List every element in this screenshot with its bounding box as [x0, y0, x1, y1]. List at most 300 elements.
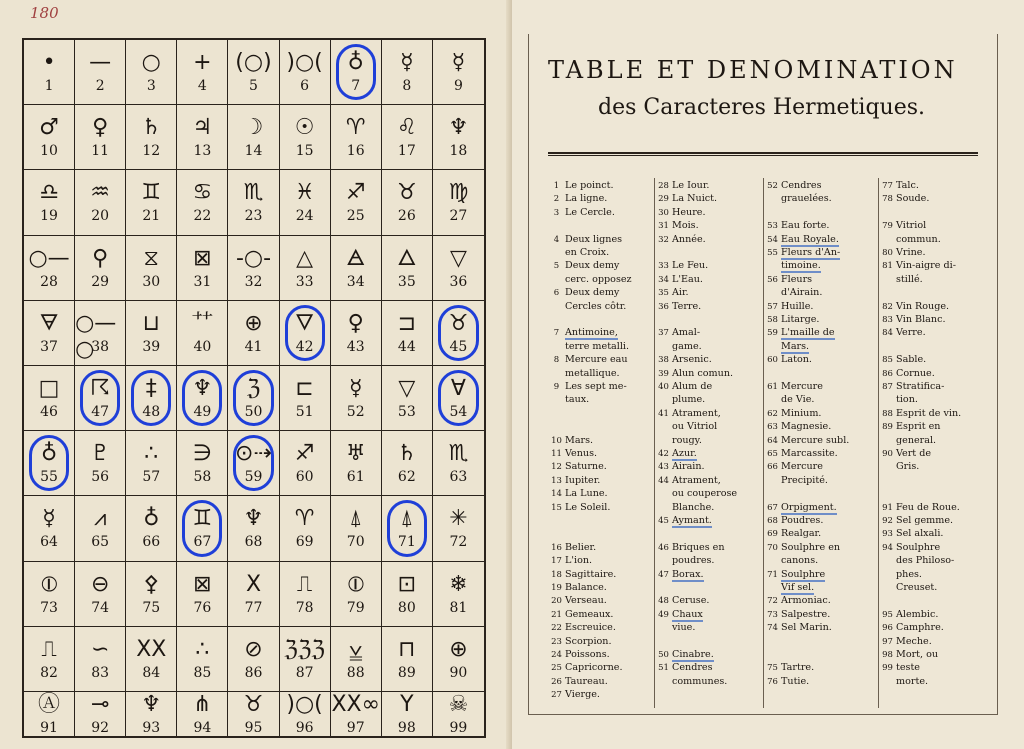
denomination-name: Iupiter. — [565, 474, 601, 486]
denomination-number: 46 — [658, 542, 669, 553]
symbol-cell — [280, 627, 331, 692]
symbol-glyph: ♁ — [143, 506, 160, 532]
denomination-number: 67 — [767, 502, 778, 513]
denomination-entry — [655, 287, 689, 299]
symbol-glyph: )○( — [286, 691, 323, 717]
symbol-glyph: ⊖ — [90, 571, 110, 597]
symbol-number: 37 — [40, 338, 58, 355]
denomination-name: terre metalli. — [565, 340, 630, 352]
denomination-entry — [548, 435, 593, 447]
symbol-number: 15 — [295, 143, 314, 160]
symbol-glyph: ∴ — [195, 636, 210, 662]
denomination-name: Soude. — [896, 193, 930, 205]
denomination-number: 2 — [553, 194, 560, 205]
symbol-number: 79 — [346, 599, 365, 616]
symbol-number: 11 — [91, 143, 110, 160]
denomination-entry — [764, 569, 825, 581]
symbol-glyph: ♈ — [294, 506, 315, 532]
denomination-number: 99 — [882, 663, 893, 674]
denomination-name: Sel Marin. — [781, 622, 832, 634]
denomination-number: 75 — [767, 663, 778, 674]
symbol-glyph: □ — [38, 376, 60, 402]
denomination-name: Cendres — [781, 180, 822, 191]
symbol-glyph: ♂ — [39, 115, 59, 141]
symbol-glyph: ⊙⇢ — [235, 441, 272, 467]
symbol-cell — [280, 170, 331, 235]
denomination-name: canons. — [781, 555, 819, 567]
denomination-number: 80 — [882, 248, 893, 258]
denomination-name: La Lune. — [565, 488, 608, 500]
denomination-name: teste — [896, 662, 920, 674]
symbol-number: 49 — [193, 404, 212, 421]
denomination-entry — [879, 515, 953, 527]
symbol-glyph: ☿ — [451, 50, 466, 76]
denomination-number: 56 — [767, 274, 778, 285]
denomination-name: Capricorne. — [565, 662, 623, 674]
denomination-name: tion. — [896, 394, 918, 406]
symbol-number: 93 — [142, 719, 161, 736]
denomination-name: Mercure — [781, 381, 823, 392]
denomination-entry — [879, 301, 949, 313]
symbol-glyph: ♊ — [192, 506, 213, 532]
denomination-number: 14 — [551, 489, 562, 500]
symbol-number: 51 — [295, 404, 314, 421]
symbol-cell — [280, 236, 331, 301]
symbol-glyph: ⊠ — [193, 245, 212, 271]
denomination-number: 94 — [882, 542, 893, 553]
symbol-glyph: ♉ — [396, 180, 417, 206]
symbol-number: 64 — [40, 534, 58, 551]
symbol-cell — [433, 431, 484, 496]
symbol-number: 99 — [449, 719, 468, 736]
denomination-name: Taureau. — [565, 675, 608, 687]
denomination-name: Borax. — [672, 568, 704, 580]
denomination-number: 35 — [658, 288, 669, 299]
symbol-cell — [331, 692, 382, 736]
symbol-glyph: (○) — [235, 50, 272, 76]
denomination-entry — [655, 649, 714, 661]
denomination-entry — [764, 220, 829, 232]
denomination-name: Année. — [672, 233, 706, 245]
denomination-number: 58 — [767, 315, 778, 325]
title-rule-thin — [548, 155, 978, 156]
symbol-cell — [433, 692, 484, 736]
symbol-cell — [331, 627, 382, 692]
denomination-number: 98 — [882, 650, 893, 660]
denomination-entry — [548, 368, 620, 380]
symbol-number: 70 — [346, 534, 365, 551]
denomination-entry — [879, 435, 936, 447]
symbol-number: 17 — [397, 143, 416, 160]
symbol-number: 5 — [249, 78, 258, 95]
denomination-name: Arsenic. — [672, 354, 712, 366]
symbol-number: 81 — [449, 599, 468, 616]
denomination-name: Alembic. — [896, 608, 939, 620]
denomination-name: Marcassite. — [781, 448, 838, 459]
denomination-entry — [879, 180, 919, 192]
symbol-number: 62 — [397, 469, 416, 486]
denomination-number: 52 — [767, 181, 778, 191]
denomination-entry — [879, 609, 938, 621]
symbol-cell — [382, 692, 433, 736]
denomination-entry — [548, 327, 618, 339]
denomination-name: morte. — [896, 675, 929, 687]
denomination-entry — [655, 234, 706, 246]
denomination-entry — [655, 274, 703, 286]
denomination-name: metallique. — [565, 367, 620, 379]
denomination-name: taux. — [565, 394, 590, 406]
table-title: TABLE ET DENOMINATION — [548, 56, 958, 84]
symbol-number: 43 — [346, 338, 365, 355]
denomination-number: 1 — [553, 181, 560, 191]
denomination-name: viue. — [672, 622, 696, 634]
symbol-cell — [24, 692, 75, 736]
denomination-entry — [879, 394, 918, 406]
denomination-number: 97 — [882, 636, 893, 647]
symbol-number: 59 — [244, 469, 263, 486]
denomination-name: Stratifica- — [896, 381, 945, 392]
symbol-glyph: ⍋ — [400, 506, 414, 532]
denomination-number: 28 — [658, 181, 669, 191]
denomination-entry — [655, 193, 717, 205]
symbol-cell — [382, 431, 433, 496]
symbol-number: 28 — [40, 273, 58, 290]
symbol-glyph: ♌ — [396, 115, 417, 141]
denomination-number: 66 — [767, 462, 778, 473]
denomination-entry — [764, 502, 837, 514]
denomination-name: Vin-aigre di- — [896, 260, 956, 272]
denomination-name: Airain. — [672, 461, 705, 473]
symbol-glyph: ♄ — [141, 115, 162, 141]
denomination-name: La ligne. — [565, 193, 608, 205]
denomination-number: 79 — [882, 221, 893, 232]
denomination-name: Deux demy — [565, 287, 620, 299]
symbol-glyph: ♋ — [192, 180, 213, 206]
denomination-entry — [548, 260, 619, 272]
symbol-cell — [75, 692, 126, 736]
denomination-entry — [548, 287, 619, 299]
symbol-number: 52 — [346, 404, 365, 421]
symbol-glyph: ♅ — [345, 441, 366, 467]
symbol-number: 35 — [397, 273, 416, 290]
symbol-cell — [75, 170, 126, 235]
denomination-entry — [764, 408, 821, 420]
denomination-number: 86 — [882, 368, 893, 379]
symbol-number: 67 — [193, 534, 212, 551]
symbol-number: 85 — [193, 664, 212, 681]
denomination-entry — [548, 582, 607, 594]
symbol-glyph: ⎍ — [296, 571, 313, 597]
symbol-cell — [280, 301, 331, 366]
symbol-cell — [433, 40, 484, 105]
symbol-glyph: ♇ — [90, 441, 111, 467]
symbol-number: 38 — [91, 338, 110, 355]
symbol-number: 73 — [40, 599, 58, 616]
denomination-number: 31 — [658, 221, 669, 232]
symbol-number: 92 — [91, 719, 110, 736]
denomination-name: Tartre. — [781, 662, 815, 674]
denomination-entry — [879, 542, 940, 554]
symbol-cell — [177, 627, 228, 692]
denomination-number: 55 — [767, 248, 778, 258]
denomination-number: 50 — [658, 650, 669, 660]
denomination-name: Vierge. — [565, 689, 600, 701]
denomination-name: Litarge. — [781, 314, 820, 325]
symbol-number: 19 — [40, 208, 58, 225]
symbol-glyph: ♉ — [448, 310, 469, 336]
denomination-entry — [548, 555, 592, 567]
symbol-glyph: ♍ — [448, 180, 469, 206]
denomination-entry — [548, 247, 609, 259]
denomination-number: 30 — [658, 207, 669, 218]
symbol-cell — [177, 105, 228, 170]
denomination-name: Balance. — [565, 582, 607, 593]
symbol-cell — [433, 170, 484, 235]
symbol-glyph: -○- — [235, 245, 272, 271]
denomination-number: 91 — [882, 502, 893, 513]
denomination-name: cerc. opposez — [565, 273, 632, 285]
symbol-number: 46 — [40, 404, 58, 421]
denomination-entry — [548, 207, 615, 219]
symbol-number: 47 — [91, 404, 110, 421]
denomination-entry — [879, 354, 926, 366]
symbol-cell — [228, 301, 279, 366]
symbol-glyph: ♆ — [448, 115, 469, 141]
symbol-number: 58 — [193, 469, 212, 486]
symbol-cell — [126, 627, 177, 692]
denomination-number: 49 — [658, 609, 669, 620]
denomination-entry — [879, 502, 960, 514]
symbol-number: 89 — [397, 664, 416, 681]
denomination-name: Salpestre. — [781, 608, 831, 620]
symbol-cell — [126, 105, 177, 170]
symbol-glyph: ♀ — [347, 310, 364, 336]
denomination-number: 43 — [658, 462, 669, 473]
symbol-cell — [75, 562, 126, 627]
denomination-entry — [764, 528, 821, 540]
symbol-glyph: ♈ — [345, 115, 366, 141]
denomination-entry — [655, 368, 733, 380]
symbol-number: 91 — [40, 719, 58, 736]
symbol-cell — [75, 431, 126, 496]
symbol-cell — [177, 301, 228, 366]
symbol-glyph: ⦶ — [41, 571, 58, 597]
symbol-number: 4 — [197, 78, 207, 95]
denomination-number: 84 — [882, 328, 893, 339]
symbol-number: 98 — [397, 719, 416, 736]
denomination-number: 85 — [882, 355, 893, 366]
symbol-number: 7 — [351, 78, 361, 95]
denomination-entry — [879, 260, 956, 272]
symbol-cell — [228, 496, 279, 561]
denomination-entry — [764, 234, 839, 246]
symbol-cell — [75, 627, 126, 692]
symbol-cell — [126, 301, 177, 366]
denomination-number: 15 — [551, 502, 562, 513]
denomination-entry — [879, 381, 944, 393]
denomination-name: Vitriol — [896, 220, 927, 232]
denomination-name: Soulphre — [781, 568, 826, 580]
denomination-number: 37 — [658, 328, 669, 339]
symbol-number: 50 — [244, 404, 263, 421]
symbol-cell — [228, 40, 279, 105]
symbol-cell — [331, 40, 382, 105]
symbol-glyph: + — [193, 50, 212, 76]
denomination-entry — [655, 394, 705, 406]
denomination-number: 73 — [767, 609, 778, 620]
page-number: 180 — [30, 4, 59, 22]
denomination-number: 81 — [882, 261, 893, 272]
denomination-number: 74 — [767, 623, 778, 634]
symbol-cell — [433, 236, 484, 301]
symbol-number: 75 — [142, 599, 161, 616]
symbol-cell — [228, 366, 279, 431]
denomination-entry — [655, 448, 697, 460]
symbol-glyph: 🜂 — [397, 245, 417, 271]
denomination-entry — [655, 502, 714, 514]
symbol-cell — [24, 170, 75, 235]
symbol-cell — [75, 236, 126, 301]
denomination-number: 7 — [553, 328, 560, 339]
denomination-entry — [879, 220, 926, 232]
symbol-glyph: △ — [296, 245, 314, 271]
symbol-glyph: ⊏ — [295, 376, 314, 402]
symbol-glyph: ⚲ — [92, 245, 109, 271]
denomination-number: 11 — [551, 449, 562, 459]
symbol-cell — [75, 301, 126, 366]
symbol-number: 77 — [244, 599, 263, 616]
denomination-entry — [879, 622, 944, 634]
denomination-number: 51 — [658, 663, 669, 674]
denomination-entry — [879, 314, 946, 326]
denomination-entry — [655, 421, 717, 433]
denomination-name: Soulphre en — [781, 541, 841, 553]
denomination-name: communes. — [672, 675, 728, 687]
symbol-cell — [126, 431, 177, 496]
denomination-name: Gris. — [896, 461, 920, 473]
denomination-name: Sel gemme. — [896, 515, 954, 526]
denomination-entry — [548, 475, 600, 487]
denomination-entry — [548, 676, 608, 688]
symbol-cell — [24, 627, 75, 692]
denomination-name: en Croix. — [565, 247, 610, 258]
denomination-name: Vin Rouge. — [896, 300, 950, 312]
symbol-number: 61 — [346, 469, 365, 486]
symbol-cell — [382, 366, 433, 431]
denomination-number: 92 — [882, 516, 893, 526]
denomination-entry — [764, 542, 840, 554]
denomination-entry — [879, 636, 932, 648]
symbol-number: 55 — [40, 469, 58, 486]
symbol-number: 24 — [295, 208, 314, 225]
denomination-name: Orpigment. — [781, 501, 837, 513]
denomination-number: 20 — [551, 596, 562, 607]
symbol-cell — [24, 431, 75, 496]
symbol-cell — [331, 496, 382, 561]
denomination-number: 21 — [551, 609, 562, 620]
denomination-number: 82 — [882, 301, 893, 312]
denomination-entry — [764, 260, 821, 272]
symbol-glyph: ‡ — [145, 376, 157, 402]
symbol-glyph: ⚴ — [143, 571, 160, 597]
symbol-cell — [331, 236, 382, 301]
symbol-glyph: Ⓐ — [38, 691, 61, 717]
symbol-glyph: ♆ — [141, 691, 162, 717]
symbol-number: 26 — [397, 208, 416, 225]
denomination-name: poudres. — [672, 555, 715, 567]
symbol-cell — [75, 105, 126, 170]
denomination-number: 34 — [658, 274, 669, 285]
symbol-glyph: ⧖ — [143, 245, 159, 271]
symbol-glyph: ♎ — [39, 180, 59, 206]
symbol-number: 88 — [346, 664, 365, 681]
denomination-entry — [764, 609, 830, 621]
symbol-number: 40 — [193, 338, 212, 355]
denomination-entry — [655, 180, 709, 192]
denomination-entry — [764, 662, 814, 674]
symbol-number: 78 — [295, 599, 314, 616]
denomination-entry — [879, 528, 943, 540]
denomination-name: Feu de Roue. — [896, 501, 960, 513]
denomination-name: Cercles côtr. — [565, 300, 627, 312]
symbol-number: 82 — [40, 664, 58, 681]
symbol-glyph: ⋔ — [193, 691, 212, 717]
denomination-entry — [879, 193, 929, 205]
denomination-name: L'Eau. — [672, 273, 703, 285]
symbol-number: 31 — [193, 273, 212, 290]
symbol-number: 39 — [142, 338, 161, 355]
symbol-glyph: ☽ — [243, 115, 264, 141]
symbol-glyph: ⎍ — [41, 636, 57, 662]
symbol-glyph: ⊕ — [244, 310, 263, 336]
denomination-entry — [548, 502, 610, 514]
denomination-number: 45 — [658, 516, 669, 526]
denomination-name: Antimoine, — [565, 327, 618, 339]
denomination-name: ou couperose — [672, 488, 738, 500]
symbol-number: 84 — [142, 664, 161, 681]
denomination-entry — [879, 662, 920, 674]
denomination-name: Soulphre — [896, 541, 941, 553]
denomination-entry — [764, 435, 849, 447]
denomination-name: Escreuice. — [565, 622, 616, 634]
denomination-entry — [548, 301, 626, 313]
denomination-entry — [879, 448, 931, 460]
denomination-name: Mercure eau — [565, 354, 628, 366]
denomination-entry — [879, 582, 937, 594]
denomination-name: Gemeaux. — [565, 608, 614, 620]
symbol-glyph: ♐ — [294, 441, 315, 467]
denomination-name: Magnesie. — [781, 421, 832, 433]
denomination-name: Sel alxali. — [896, 528, 944, 540]
symbol-glyph: ⊐ — [397, 310, 417, 336]
denomination-name: Talc. — [896, 180, 919, 191]
denomination-entry — [655, 220, 699, 232]
denomination-entry — [764, 327, 835, 339]
denomination-number: 22 — [551, 623, 562, 634]
symbol-glyph: Y — [400, 691, 414, 717]
symbol-number: 25 — [346, 208, 365, 225]
symbol-cell — [177, 236, 228, 301]
symbol-cell — [331, 562, 382, 627]
denomination-entry — [764, 193, 832, 205]
denomination-entry — [879, 649, 938, 661]
denomination-name: Scorpion. — [565, 635, 612, 647]
denomination-name: Chaux — [672, 608, 703, 620]
symbol-number: 14 — [244, 143, 263, 160]
denomination-entry — [655, 327, 700, 339]
symbol-cell — [228, 105, 279, 170]
denomination-entry — [764, 180, 822, 192]
